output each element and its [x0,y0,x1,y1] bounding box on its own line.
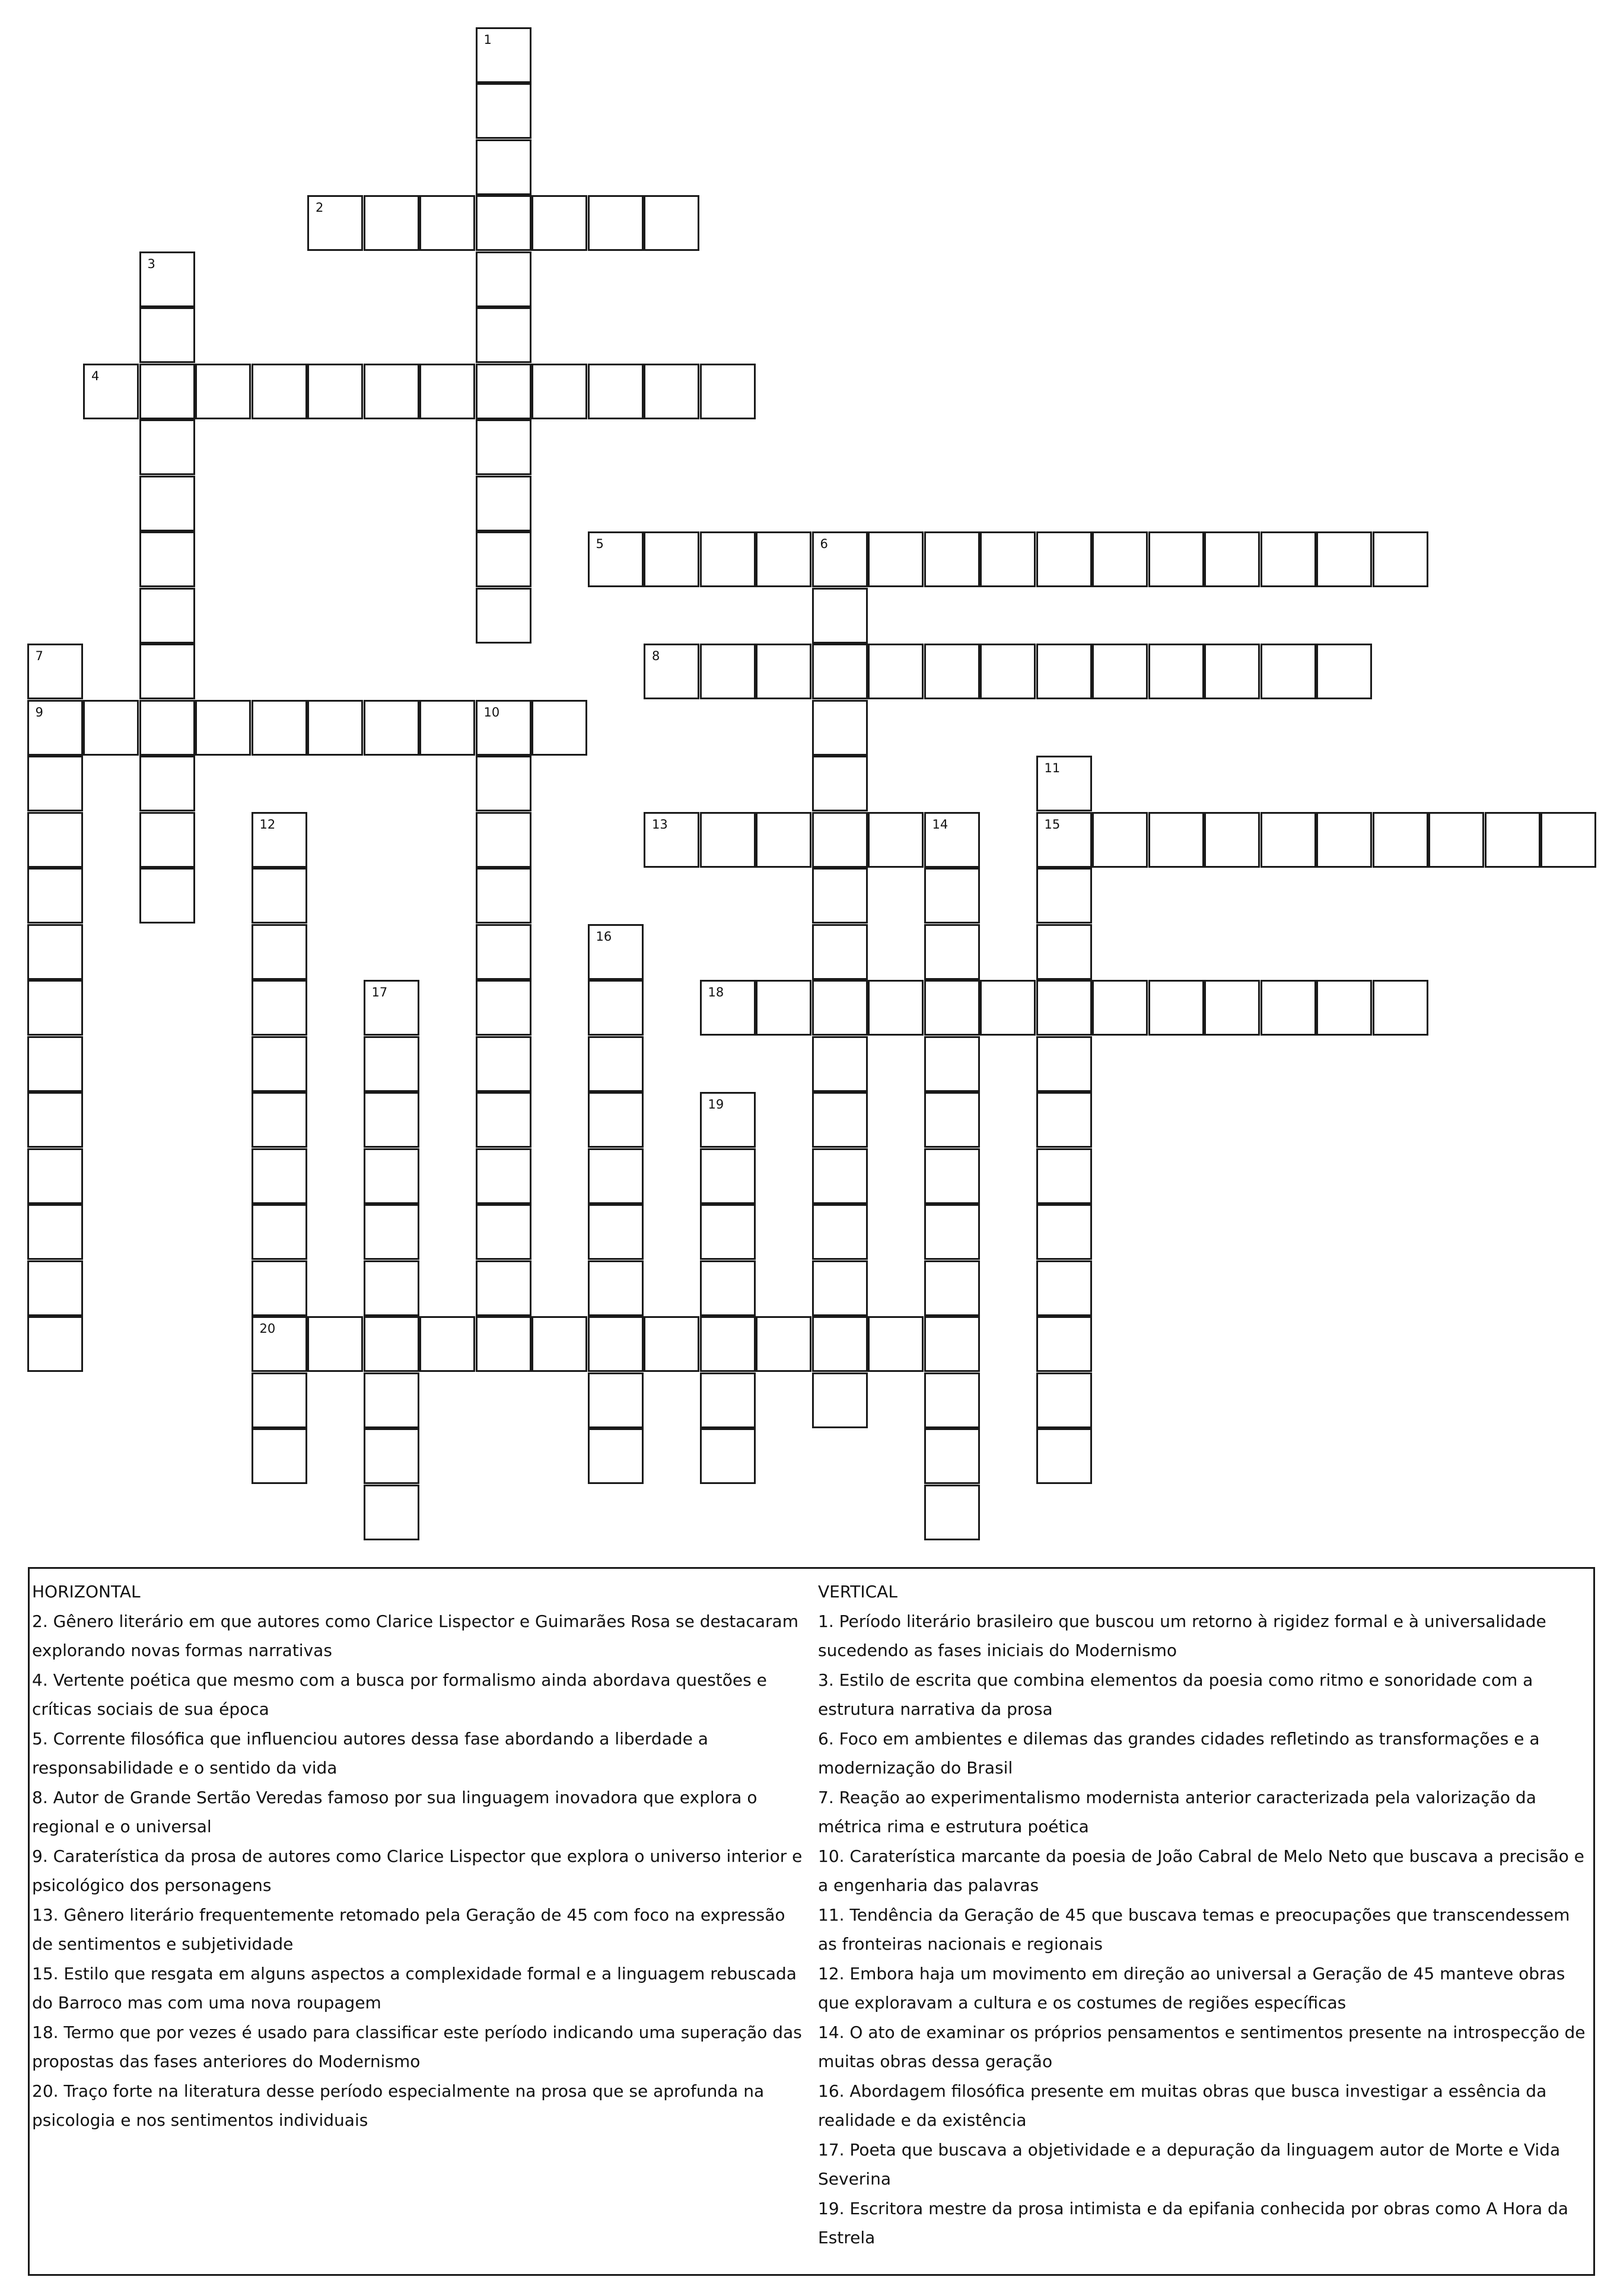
grid-cell[interactable] [868,812,924,868]
clue-down: 11. Tendência da Geração de 45 que buscava temas e preocupações que transcendessem as fronteiras nacionais e regionais [818,1905,1570,1954]
grid-cell[interactable] [1261,812,1316,868]
grid-cell[interactable] [139,476,195,531]
grid-cell[interactable] [1316,531,1372,587]
grid-cell[interactable] [812,644,868,699]
grid-cell[interactable] [588,1092,644,1148]
clue-down: 16. Abordagem filosófica presente em muitas obras que busca investigar a essência da realidade e da existência [818,2081,1547,2130]
grid-cell[interactable] [364,1204,419,1260]
grid-cell[interactable] [812,588,868,644]
grid-cell[interactable] [588,1204,644,1260]
grid-cell[interactable] [27,700,83,756]
grid-cell[interactable] [644,644,699,699]
grid-cell[interactable] [700,644,756,699]
grid-cell[interactable] [531,195,587,251]
grid-cell[interactable] [588,195,644,251]
grid-cell[interactable] [588,924,644,980]
grid-cell[interactable] [756,980,811,1036]
grid-cell[interactable] [364,1428,419,1484]
grid-cell[interactable] [1316,980,1372,1036]
grid-cell[interactable] [924,1316,980,1372]
clue-across: 4. Vertente poética que mesmo com a busca por formalismo ainda abordava questões e críticas sociais de sua época [32,1670,767,1719]
grid-cell[interactable] [27,868,83,924]
grid-cell[interactable] [700,1372,756,1428]
grid-cell[interactable] [27,924,83,980]
grid-cell[interactable] [252,1204,307,1260]
grid-cell[interactable] [531,700,587,756]
grid-cell[interactable] [364,980,419,1036]
grid-cell[interactable] [364,1316,419,1372]
grid-cell[interactable] [195,364,251,419]
grid-cell[interactable] [1036,1316,1092,1372]
grid-cell[interactable] [476,364,531,419]
grid-cell[interactable] [476,756,531,811]
grid-cell[interactable] [531,364,587,419]
clue-number: 3 [147,256,155,271]
grid-cell[interactable] [812,1316,868,1372]
clue-number: 14 [932,817,948,832]
clue-across: 18. Termo que por vezes é usado para classificar este período indicando uma superação das propostas das fases anteriores do Modernismo [32,2022,802,2071]
grid-cell[interactable] [1204,531,1260,587]
grid-cell[interactable] [476,195,531,251]
grid-cell[interactable] [476,812,531,868]
grid-cell[interactable] [1036,644,1092,699]
grid-cell[interactable] [1316,644,1372,699]
grid-cell[interactable] [139,531,195,587]
grid-cell[interactable] [476,924,531,980]
clue-across: 8. Autor de Grande Sertão Veredas famoso por sua linguagem inovadora que explora o regional e o universal [32,1787,757,1836]
grid-cell[interactable] [1036,1204,1092,1260]
grid-cell[interactable] [812,1204,868,1260]
grid-cell[interactable] [27,756,83,811]
grid-cell[interactable] [588,980,644,1036]
clue-number: 7 [35,649,43,663]
clue-down: 7. Reação ao experimentalismo modernista anterior caracterizada pela valorização da métrica rima e estrutura poética [818,1787,1536,1836]
grid-cell[interactable] [364,1372,419,1428]
grid-cell[interactable] [476,83,531,139]
clue-down: 3. Estilo de escrita que combina elementos da poesia como ritmo e sonoridade com a estrutura narrativa da prosa [818,1670,1533,1719]
grid-cell[interactable] [252,980,307,1036]
grid-cell[interactable] [419,1316,475,1372]
grid-cell[interactable] [476,139,531,195]
grid-cell[interactable] [364,1148,419,1204]
grid-cell[interactable] [924,1148,980,1204]
grid-cell[interactable] [812,1036,868,1092]
clue-number: 10 [483,705,500,719]
clues-panel [28,1567,1595,2276]
grid-cell[interactable] [644,364,699,419]
grid-cell[interactable] [924,531,980,587]
grid-cell[interactable] [924,1036,980,1092]
grid-cell[interactable] [364,195,419,251]
clue-down: 12. Embora haja um movimento em direção ao universal a Geração de 45 manteve obras que exploravam a cultura e os costumes de regiões específicas [818,1963,1565,2012]
grid-cell[interactable] [868,644,924,699]
grid-cell[interactable] [812,700,868,756]
grid-cell[interactable] [644,812,699,868]
grid-cell[interactable] [307,1316,363,1372]
grid-cell[interactable] [1373,980,1428,1036]
grid-cell[interactable] [139,419,195,475]
grid-cell[interactable] [812,812,868,868]
grid-cell[interactable] [700,531,756,587]
grid-cell[interactable] [252,1148,307,1204]
grid-cell[interactable] [924,644,980,699]
grid-cell[interactable] [924,1428,980,1484]
grid-cell[interactable] [252,924,307,980]
grid-cell[interactable] [924,868,980,924]
grid-cell[interactable] [700,1428,756,1484]
grid-cell[interactable] [1485,812,1540,868]
grid-cell[interactable] [588,531,644,587]
grid-cell[interactable] [700,1260,756,1316]
grid-cell[interactable] [756,531,811,587]
grid-cell[interactable] [924,1485,980,1540]
clue-down: 19. Escritora mestre da prosa intimista e da epifania conhecida por obras como A Hora da Estrela [818,2198,1568,2247]
grid-cell[interactable] [980,980,1036,1036]
vertical-clues [818,1577,1589,2253]
grid-cell[interactable] [27,1036,83,1092]
grid-cell[interactable] [1148,980,1204,1036]
grid-cell[interactable] [924,980,980,1036]
grid-cell[interactable] [812,1148,868,1204]
grid-cell[interactable] [980,644,1036,699]
clue-down: 14. O ato de examinar os próprios pensamentos e sentimentos presente na introspecção de muitas obras dessa geração [818,2022,1586,2071]
grid-cell[interactable] [1036,1260,1092,1316]
grid-cell[interactable] [1036,924,1092,980]
grid-cell[interactable] [307,195,363,251]
grid-cell[interactable] [476,307,531,363]
horizontal-heading: HORIZONTAL [32,1582,141,1601]
grid-cell[interactable] [27,980,83,1036]
grid-cell[interactable] [588,1372,644,1428]
grid-cell[interactable] [1428,812,1484,868]
grid-cell[interactable] [700,1316,756,1372]
grid-cell[interactable] [644,1316,699,1372]
grid-cell[interactable] [868,531,924,587]
clue-down: 1. Período literário brasileiro que buscou um retorno à rigidez formal e à universalidade sucedendo as fases iniciais do Modernismo [818,1611,1546,1660]
grid-cell[interactable] [252,812,307,868]
grid-cell[interactable] [419,195,475,251]
clue-number: 20 [259,1321,276,1336]
grid-cell[interactable] [756,644,811,699]
grid-cell[interactable] [83,364,139,419]
grid-cell[interactable] [364,700,419,756]
grid-cell[interactable] [27,644,83,699]
grid-cell[interactable] [1036,1428,1092,1484]
clue-across: 15. Estilo que resgata em alguns aspectos a complexidade formal e a linguagem rebuscada do Barroco mas com uma nova roupagem [32,1963,797,2012]
grid-cell[interactable] [252,1428,307,1484]
grid-cell[interactable] [812,531,868,587]
clue-across: 5. Corrente filosófica que influenciou autores dessa fase abordando a liberdade a responsabilidade e o sentido da vida [32,1728,708,1778]
grid-cell[interactable] [476,531,531,587]
grid-cell[interactable] [476,588,531,644]
grid-cell[interactable] [476,700,531,756]
grid-cell[interactable] [588,1428,644,1484]
grid-cell[interactable] [27,1092,83,1148]
grid-cell[interactable] [812,1372,868,1428]
clue-across: 2. Gênero literário em que autores como Clarice Lispector e Guimarães Rosa se destacaram explorando novas formas narrativas [32,1611,798,1660]
grid-cell[interactable] [1036,1092,1092,1148]
grid-cell[interactable] [812,868,868,924]
grid-cell[interactable] [812,924,868,980]
grid-cell[interactable] [924,812,980,868]
grid-cell[interactable] [1373,531,1428,587]
clue-number: 4 [91,368,100,383]
grid-cell[interactable] [252,1036,307,1092]
grid-cell[interactable] [1261,644,1316,699]
grid-cell[interactable] [924,1204,980,1260]
grid-cell[interactable] [476,27,531,83]
grid-cell[interactable] [419,700,475,756]
grid-cell[interactable] [1036,756,1092,811]
grid-cell[interactable] [476,1092,531,1148]
grid-cell[interactable] [1204,644,1260,699]
grid-cell[interactable] [812,980,868,1036]
clue-number: 11 [1044,761,1061,775]
grid-cell[interactable] [139,588,195,644]
grid-cell[interactable] [27,1316,83,1372]
grid-cell[interactable] [476,251,531,307]
clue-number: 13 [652,817,668,832]
grid-cell[interactable] [1036,1372,1092,1428]
grid-cell[interactable] [476,1148,531,1204]
grid-cell[interactable] [1092,531,1148,587]
grid-cell[interactable] [700,364,756,419]
grid-cell[interactable] [812,1092,868,1148]
clue-across: 9. Caraterística da prosa de autores como Clarice Lispector que explora o universo interior e psicológico dos personagens [32,1846,803,1895]
grid-cell[interactable] [700,812,756,868]
clue-down: 17. Poeta que buscava a objetividade e a depuração da linguagem autor de Morte e Vida Severina [818,2139,1561,2189]
clue-down: 6. Foco em ambientes e dilemas das grandes cidades refletindo as transformações e a modernização do Brasil [818,1728,1540,1778]
grid-cell[interactable] [139,307,195,363]
horizontal-clues [32,1577,803,2135]
grid-cell[interactable] [252,1316,307,1372]
grid-cell[interactable] [476,1260,531,1316]
grid-cell[interactable] [364,1092,419,1148]
grid-cell[interactable] [139,756,195,811]
clue-down: 10. Caraterística marcante da poesia de João Cabral de Melo Neto que buscava a precisão e a engenharia das palavras [818,1846,1584,1895]
grid-cell[interactable] [1204,812,1260,868]
clue-number: 2 [316,200,324,215]
grid-cell[interactable] [1036,531,1092,587]
grid-cell[interactable] [588,1148,644,1204]
grid-cell[interactable] [476,419,531,475]
grid-cell[interactable] [1148,644,1204,699]
grid-cell[interactable] [644,195,699,251]
grid-cell[interactable] [476,1204,531,1260]
grid-cell[interactable] [700,1204,756,1260]
clue-number: 17 [371,985,388,999]
grid-cell[interactable] [139,868,195,924]
clue-number: 15 [1044,817,1061,832]
grid-cell[interactable] [1540,812,1596,868]
grid-cell[interactable] [756,1316,811,1372]
grid-cell[interactable] [1148,812,1204,868]
clue-across: 13. Gênero literário frequentemente retomado pela Geração de 45 com foco na expressão de sentimentos e subjetividade [32,1905,785,1954]
grid-cell[interactable] [700,1092,756,1148]
grid-cell[interactable] [27,1148,83,1204]
grid-cell[interactable] [924,1260,980,1316]
grid-cell[interactable] [1261,980,1316,1036]
grid-cell[interactable] [1036,1148,1092,1204]
grid-cell[interactable] [139,812,195,868]
grid-cell[interactable] [83,700,139,756]
grid-cell[interactable] [812,1260,868,1316]
grid-cell[interactable] [1204,980,1260,1036]
grid-cell[interactable] [588,1260,644,1316]
grid-cell[interactable] [27,812,83,868]
grid-cell[interactable] [1148,531,1204,587]
grid-cell[interactable] [812,756,868,811]
grid-cell[interactable] [924,1092,980,1148]
grid-cell[interactable] [531,1316,587,1372]
grid-cell[interactable] [476,1316,531,1372]
grid-cell[interactable] [700,1148,756,1204]
clue-number: 6 [820,537,828,551]
grid-cell[interactable] [868,980,924,1036]
clue-across: 20. Traço forte na literatura desse período especialmente na prosa que se aprofunda na psicologia e nos sentimentos individuais [32,2081,765,2130]
grid-cell[interactable] [1092,980,1148,1036]
clue-number: 8 [652,649,660,663]
grid-cell[interactable] [252,1260,307,1316]
clue-number: 16 [596,929,612,944]
grid-cell[interactable] [139,644,195,699]
grid-cell[interactable] [1092,644,1148,699]
grid-cell[interactable] [139,364,195,419]
grid-cell[interactable] [980,531,1036,587]
clue-number: 1 [483,32,492,47]
grid-cell[interactable] [924,1372,980,1428]
grid-cell[interactable] [588,1036,644,1092]
grid-cell[interactable] [588,1316,644,1372]
grid-cell[interactable] [588,364,644,419]
grid-cell[interactable] [364,364,419,419]
grid-cell[interactable] [644,531,699,587]
grid-cell[interactable] [756,812,811,868]
clue-number: 18 [708,985,724,999]
grid-cell[interactable] [252,1092,307,1148]
clue-number: 9 [35,705,43,719]
grid-cell[interactable] [1036,868,1092,924]
grid-cell[interactable] [1316,812,1372,868]
grid-cell[interactable] [27,1204,83,1260]
grid-cell[interactable] [364,1036,419,1092]
grid-cell[interactable] [364,1485,419,1540]
clue-number: 19 [708,1097,724,1112]
grid-cell[interactable] [419,364,475,419]
grid-cell[interactable] [476,980,531,1036]
grid-cell[interactable] [476,868,531,924]
grid-cell[interactable] [1036,1036,1092,1092]
clue-number: 12 [259,817,276,832]
grid-cell[interactable] [364,1260,419,1316]
grid-cell[interactable] [139,700,195,756]
grid-cell[interactable] [1092,812,1148,868]
grid-cell[interactable] [195,700,251,756]
grid-cell[interactable] [476,1036,531,1092]
clue-number: 5 [596,537,604,551]
grid-cell[interactable] [252,1372,307,1428]
grid-cell[interactable] [476,476,531,531]
grid-cell[interactable] [27,1260,83,1316]
grid-cell[interactable] [924,924,980,980]
grid-cell[interactable] [307,364,363,419]
grid-cell[interactable] [1261,531,1316,587]
grid-cell[interactable] [252,364,307,419]
grid-cell[interactable] [1373,812,1428,868]
grid-cell[interactable] [252,868,307,924]
grid-cell[interactable] [868,1316,924,1372]
grid-cell[interactable] [307,700,363,756]
grid-cell[interactable] [700,980,756,1036]
grid-cell[interactable] [139,251,195,307]
grid-cell[interactable] [1036,980,1092,1036]
vertical-heading: VERTICAL [818,1582,897,1601]
grid-cell[interactable] [1036,812,1092,868]
grid-cell[interactable] [252,700,307,756]
